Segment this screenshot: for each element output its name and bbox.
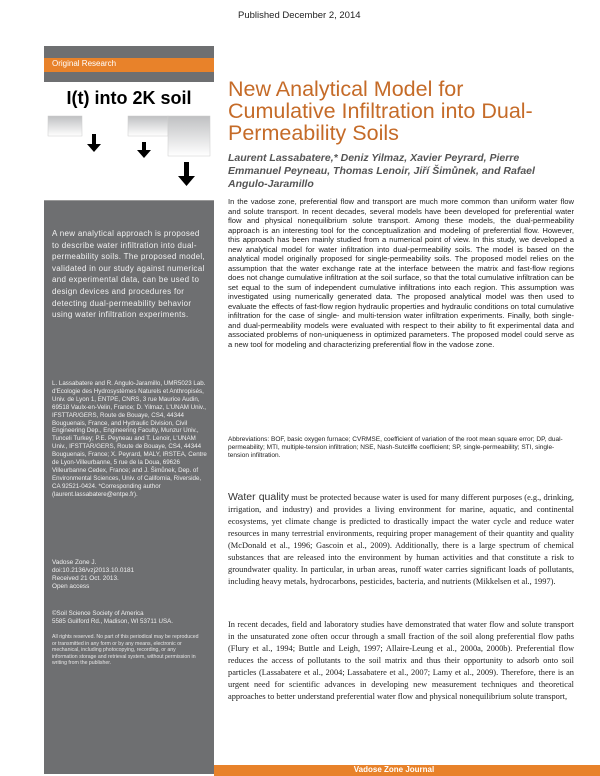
body-paragraph-1 [228,491,574,588]
abstract: In the vadose zone, preferential flow and transport are much more common than uniform water flow and solute transport. In recent decades, several models have been developed for preferential water flow and physical nonequilibrium solute transport. Among these models, the dual-permeability approach is an interesting tool for the conceptualization and modeling of preferential flow. However, this approach has been mainly studied from a numerical point of view. In this study, we developed a new analytical model for water infiltration into dual-permeability soils. The model is based on the analytical model originally proposed for single-permeability soils. The proposed model relies on the assumption that the water exchange rate at the interface between the matrix and fast-flow regions does not change cumulative infiltration at the soil surface, so that the total cumulative infiltration can be set equal to the sum of independent cumulative infiltrations into each region. This assumption was investigated using numerically generated data. The proposed analytical model was then used to evaluate the effects of fast-flow region hydraulic properties and hydraulic conditions on total cumulative infiltration for the case of single- and multi-tension water infiltration experiments. Finally, both single- and dual-permeability models were evaluated with respect to their ability to fit experimental data and associated problems of non-uniqueness in optimized parameters. The proposed model could serve as a new tool for modeling and characterizing preferential flow in the vadose zone. [228,197,574,349]
section-label: Original Research [52,59,117,68]
publisher-address: 5585 Guilford Rd., Madison, WI 53711 USA. [52,618,173,625]
abbreviations: Abbreviations: BOF, basic oxygen furnace; CVRMSE, coefficient of variation of the root mean square error; DP, dual-permeability; MTI, multiple-tension infiltration; NSE, Nash-Sutcliffe coefficient; SP, single-permeability; STI, single-tension infiltration. [228,436,563,460]
down-arrow-icon [137,142,151,158]
rights-notice: All rights reserved. No part of this periodical may be reproduced or transmitted in any form or by any means, electronic or mechanical, including photocopying, recording, or any information storage and retrieval system, without permission in writing from the publisher. [52,634,199,666]
figure-title: I(t) into 2K soil [66,88,192,108]
author-affiliations: L. Lassabatere and R. Angulo-Jaramillo, UMR5023 Lab. d'Ecologie des Hydrosystèmes Naturels et Anthropisés, Univ. de Lyon 1, ENTPE, CNRS, 3 rue Maurice Audin, 69518 Vaulx-en-Velin, France; D. Yilmaz, L'UNAM Univ., IFSTTAR/GERS, Route de Bouaye, CS4, 44344 Bouguenais, France, and Hydraulic Division, Civil Engineering Dep., Engineering Faculty, Munzur Univ., Tunceli Turkey; P.E. Peyneau and T. Lenoir, L'UNAM Univ., IFSTTAR/GERS, Route de Bouaye, CS4, 44344 Bouguenais, France; X. Peyrard, MALY, IRSTEA, Centre de Lyon-Villeurbanne, 5 rue de la Doua, 69626 Villeurbanne Cedex, France; and J. Šimůnek, Dep. of Environmental Sciences, Univ. of California, Riverside, CA 92521-0424. *Corresponding author (laurent.lassabatere@entpe.fr). [52,380,207,498]
article-authors: Laurent Lassabatere,* Deniz Yilmaz, Xavier Peyrard, Pierre Emmanuel Peyneau, Thomas Lenoir, Jiří Šimůnek, and Rafael Angulo-Jaramillo [228,152,535,190]
article-title: New Analytical Model for Cumulative Infiltration into Dual-Permeability Soils [228,77,533,145]
section-label-bar [44,58,214,72]
body-lead-in: Water quality [228,491,290,503]
published-date: Published December 2, 2014 [238,10,361,21]
copyright [52,610,207,626]
access-type: Open access [52,583,90,590]
abstract-figure [44,82,214,201]
fast-flow-region [168,116,210,156]
summary-text: A new analytical approach is proposed to describe water infiltration into dual-permeability soils. The proposed model, validated in our study against numerical and experimental data, can be used to design devices and procedures for detecting dual-permeability behavior using water infiltration experiments. [52,229,205,320]
footer-bar [214,765,600,776]
journal-meta [52,559,207,591]
down-arrow-icon [87,134,101,152]
body-paragraph-2: In recent decades, field and laboratory studies have demonstrated that water flow and solute transport in the unsaturated zone often occur through a small fraction of the soil along preferential flow paths (Flury et al., 1994; Buttle and Leigh, 1997; Allaire-Leung et al., 2000a, 2000b). Preferential flow reduces the access of pollutants to the soil matrix and thus their opportunity to adsorb onto soil particles (Lassabatere et al., 2004; Lassabatere et al., 2007; Lamy et al., 2009). Therefore, there is an urgent need for scientific advances in developing new measurement techniques and theoretical approaches to better understand preferential water flow and physical nonequilibrium solute transport, [228,620,574,701]
matrix-region-1 [48,116,82,136]
infiltration-diagram [44,112,214,200]
footer-journal: Vadose Zone Journal [353,765,435,774]
down-arrow-icon [178,162,195,186]
received-date: Received 21 Oct. 2013. [52,575,119,582]
body-paragraph-1-text: must be protected because water is used for many different purposes (e.g., drinking, irrigation, and industry) and provides a living environment for marine, aquatic, and continental ecosystems, yet climate change is predicted to drastically impact the water cycle and reduce water resources in many terrestrial environments, requiring proper management of their quantity and quality (McDonald et al., 1996; Gascoin et al., 2009). Additionally, there is a large spectrum of chemical substances that are released into the environment by human activities and that constitute a risk to groundwater quality. In particular, in urban areas, runoff water carries significant loads of pollutants, including heavy metals, hydrocarbons, pesticides, bacteria, and nutrients (Mikkelsen et al., 1997). [228,493,574,586]
matrix-region-2 [128,116,168,136]
doi: doi:10.2136/vzj2013.10.0181 [52,567,135,574]
copyright-line: ©Soil Science Society of America [52,610,144,617]
journal-name: Vadose Zone J. [52,559,97,566]
